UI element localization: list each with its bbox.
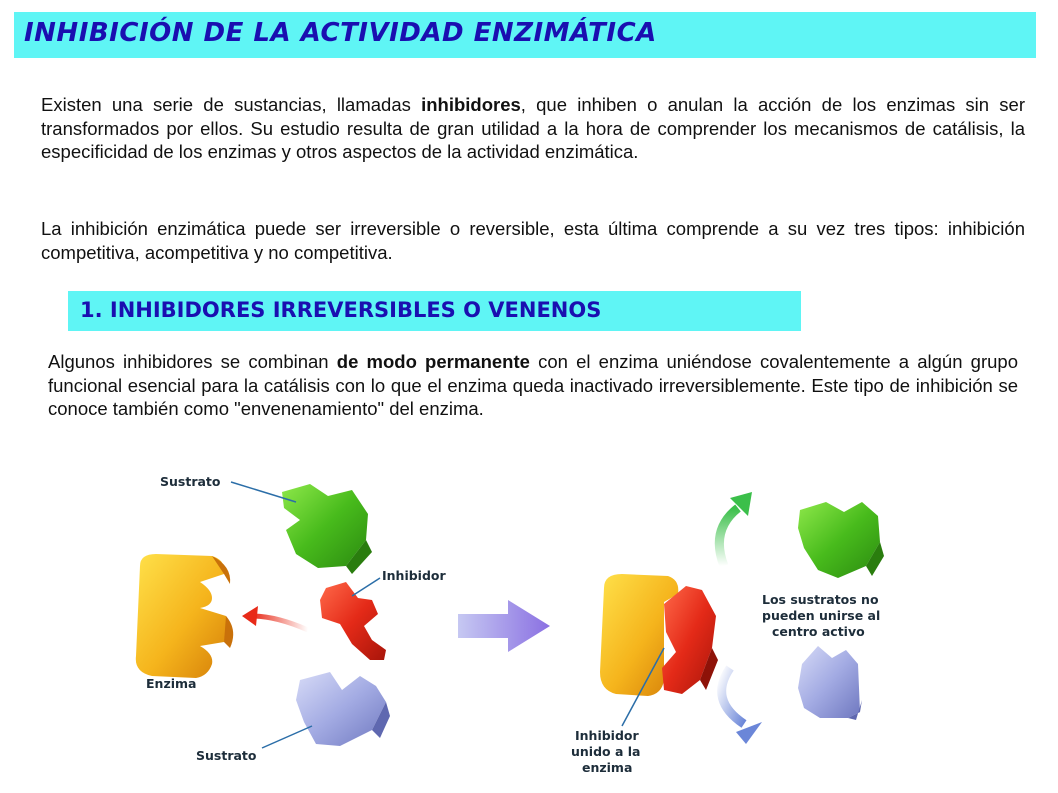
label-note-line-2: pueden unirse al bbox=[762, 608, 881, 623]
label-inhibidor: Inhibidor bbox=[382, 568, 446, 583]
label-sustrato-bottom: Sustrato bbox=[196, 748, 257, 763]
intro-text-end: , que inhiben o anulan la acción de los enzimas sin ser transformados por ellos. Su estudio resulta de gran utilidad a la hora de comprender los mecanismos de catálisis, la especificidad de los enzimas y otros aspectos de la actividad enzimática. bbox=[41, 94, 1025, 162]
page-title: INHIBICIÓN DE LA ACTIVIDAD ENZIMÁTICA bbox=[24, 18, 657, 48]
label-note-line-1: Los sustratos no bbox=[762, 592, 879, 607]
intro-text-start: Existen una serie de sustancias, llamadas bbox=[41, 94, 422, 115]
blue-substrate-right-shape bbox=[798, 646, 860, 718]
label-bound-line-3: enzima bbox=[582, 760, 633, 775]
blue-substrate-shape bbox=[296, 672, 386, 746]
section-heading: 1. INHIBIDORES IRREVERSIBLES O VENENOS bbox=[80, 298, 602, 322]
label-note-line-3: centro activo bbox=[772, 624, 865, 639]
section-text-start: Algunos inhibidores se combinan bbox=[48, 351, 337, 372]
label-bound-line-1: Inhibidor bbox=[575, 728, 639, 743]
transition-arrow bbox=[458, 600, 550, 652]
green-curved-arrow bbox=[719, 508, 738, 566]
enzyme-shape bbox=[136, 554, 229, 678]
red-curved-arrow bbox=[252, 616, 308, 630]
intro-bold-term: inhibidores bbox=[421, 94, 521, 115]
intro-paragraph-2: La inhibición enzimática puede ser irreversible o reversible, esta última comprende a su vez tres tipos: inhibición competitiva, acompetitiva y no competitiva. bbox=[41, 218, 1025, 263]
inhibidor-pointer bbox=[352, 578, 380, 596]
label-sustrato-top: Sustrato bbox=[160, 474, 221, 489]
label-enzima: Enzima bbox=[146, 676, 197, 691]
sustrato-bottom-pointer bbox=[262, 726, 312, 748]
section-bold-term: de modo permanente bbox=[336, 351, 530, 372]
label-bound-line-2: unido a la bbox=[571, 744, 641, 759]
section-text-end: con el enzima uniéndose covalentemente a algún grupo funcional esencial para la catálisis con lo que el enzima queda inactivado irreversiblemente. Este tipo de inhibición se conoce también como "envenenamiento" del enzima. bbox=[48, 351, 1018, 419]
red-inhibitor-shape bbox=[320, 582, 386, 660]
blue-curved-arrow bbox=[722, 668, 744, 724]
